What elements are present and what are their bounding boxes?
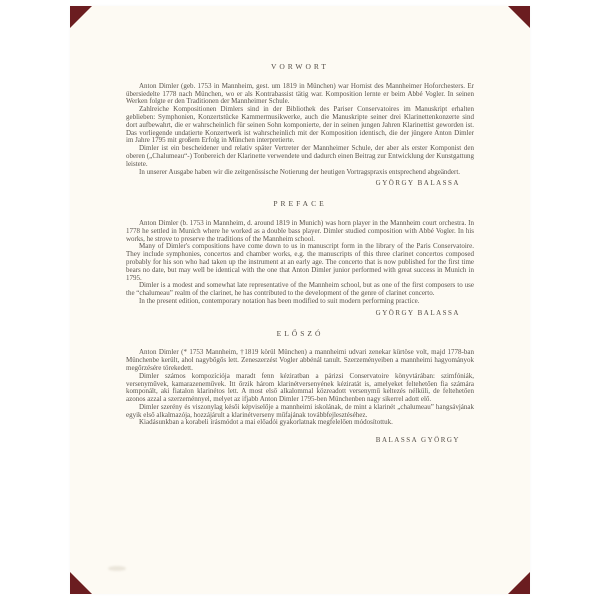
signature-eloszo: BALASSA GYÖRGY [375,436,460,445]
section-heading-vorwort: VORWORT [270,62,330,71]
eloszo-paragraph: Dimler szerény és viszonylag késői képviselője a mannheimi iskolának, de mint a klarinét „chalumeau” hangsávjának egyik első alkalmazója, hozzájárult a klarinétverseny műfajának továbbfejlesztéséhez. [126,402,474,419]
photo-corner-bottom-right [508,572,530,594]
section-heading-eloszo: ELŐSZÓ [276,328,324,338]
photo-corner-bottom-left [70,572,92,594]
vorwort-paragraph: Dimler ist ein bescheidener und relativ später Vertreter der Mannheimer Schule, der aber als erster Komponist den oberen („Chalumeau“-) Tonbereich der Klarinette verwendete und dadurch einen Beitrag zur Entwicklung der Kunstgattung leistete. [126,144,474,168]
eloszo-paragraph: Dimler számos kompozíciója maradt fenn kéziratban a párizsi Conservatoire könyvtárában: szimfóniák, versenyművek, kamarazeneművek. Itt őrzik három klarinétversenyének kéziratát is, amelyeket feltehetően fia számára komponált, aki fiatalon klarinétos lett. A most első alkalommal közreadott versenymű keltezés nélküli, de feltehetően azonos azzal a szerzeménnyel, melyet az ifjabb Anton Dimler 1795-ben Münchenben nagy sikerrel adott elő. [126,371,474,404]
vorwort-paragraph: In unserer Ausgabe haben wir die zeitgenössische Notierung der heutigen Vortragspraxis entsprechend abgeändert. [139,167,461,176]
scan-smudge [108,566,126,571]
preface-paragraph: Anton Dimler (b. 1753 in Mannheim, d. around 1819 in Munich) was horn player in the Mannheim court orchestra. In 1778 he settled in Munich where he worked as a double bass player. Dimler studied composition with Abbé Vogler. In his works, he strove to preserve the traditions of the Mannheim school. [126,218,474,243]
signature-vorwort: GYÖRGY BALASSA [375,179,460,188]
vorwort-paragraph: Anton Dimler (geb. 1753 in Mannheim, gest. um 1819 in München) war Hornist des Mannheimer Hoforchesters. Er übersiedelte 1778 nach München, wo er als Kontrabassist tätig war. Komposition lernte er beim Abbé Vogler. In seinen Werken folgte er den Traditionen der Mannheimer Schule. [126,81,474,106]
page-content [126,6,474,445]
signature-preface: GYÖRGY BALASSA [375,308,460,317]
eloszo-paragraph: Anton Dimler (* 1753 Mannheim, †1819 körül München) a mannheimi udvari zenekar kürtöse volt, majd 1778-ban Münchenbe került, ahol nagybőgős lett. Zeneszerzést Vogler abbénál tanult. Szerzeményeiben a mannheimi hagyományok megőrzésére törekedett. [126,348,474,372]
eloszo-paragraph: Kiadásunkban a korabeli írásmódot a mai előadói gyakorlatnak megfelelően módosítottuk. [139,418,393,427]
preface-paragraph: Dimler is a modest and somewhat late representative of the Mannheim school, but as one of the first composers to use the “chalumeau” realm of the clarinet, he has contributed to the development of the genre of clarinet concerto. [126,281,474,298]
vorwort-paragraph: Zahlreiche Kompositionen Dimlers sind in der Bibliothek des Pariser Conservatoires im Manuskript erhalten geblieben: Symphonien, Konzertstücke Kammermusikwerke, auch die Manuskripte seiner drei Klarinettenkonzerte sind dort aufbewahrt, die er wahrscheinlich für seinen Sohn komponierte, der in seinen jungen Jahren Klarinettist geworden ist. Das vorliegende undatierte Konzertwerk ist wahrscheinlich mit der Komposition identisch, die der jüngere Anton Dimler im Jahre 1795 mit großem Erfolg in München interpretierte. [126,105,474,145]
photo-corner-top-left [70,6,92,28]
section-heading-preface: PREFACE [273,199,327,209]
preface-paragraph: In the present edition, contemporary notation has been modified to suit modern performing practice. [139,296,420,305]
photo-corner-top-right [508,6,530,28]
book-page [70,6,530,594]
preface-paragraph: Many of Dimler's compositions have come down to us in manuscript form in the library of the Paris Conservatoire. They include symphonies, concertos and chamber works, e.g. the manuscripts of this three clarinet concertos composed probably for his son who had taken up the instrument at an early age. The concerto that is now published for the first time bears no date, but may well be identical with the one that Anton Dimler junior performed with great success in Munich in 1795. [126,242,474,282]
